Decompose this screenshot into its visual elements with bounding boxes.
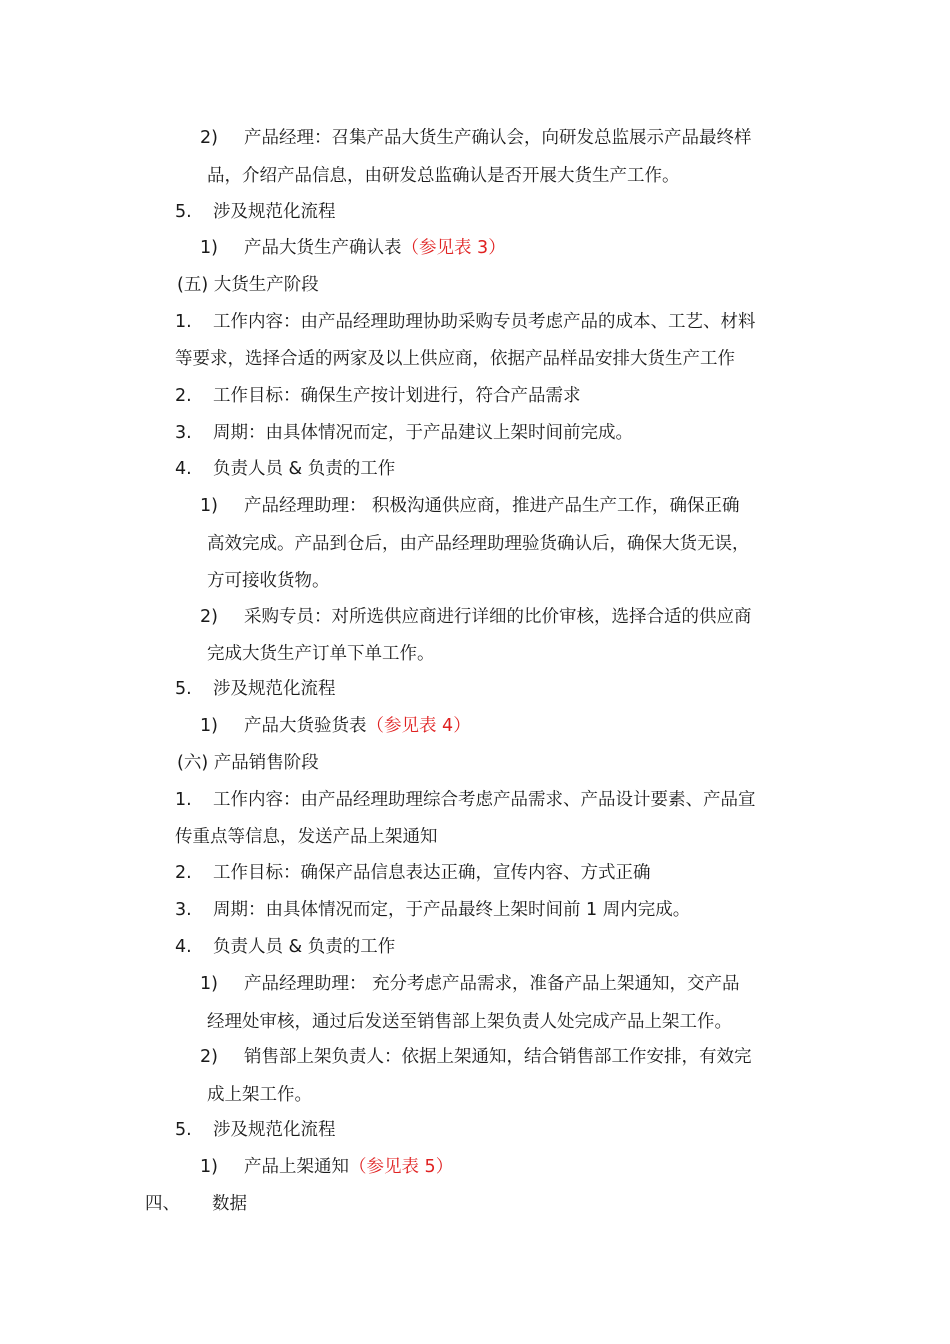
- item-number: 2): [200, 607, 218, 627]
- list-item: [200, 1155, 454, 1179]
- list-item: [175, 384, 581, 408]
- list-item: [200, 126, 752, 150]
- item-number: 2.: [175, 386, 192, 406]
- paragraph-line: 传重点等信息，发送产品上架通知: [175, 827, 438, 847]
- item-number: 5.: [175, 1120, 192, 1140]
- list-item: [175, 200, 336, 224]
- item-text: 产品上架通知: [244, 1157, 349, 1177]
- item-text: 负责人员 & 负责的工作: [213, 459, 396, 479]
- item-number: 1.: [175, 312, 192, 332]
- item-text: 涉及规范化流程: [213, 1120, 336, 1140]
- list-item: [200, 494, 740, 518]
- item-text: 工作内容：由产品经理助理综合考虑产品需求、产品设计要素、产品宣: [213, 790, 756, 810]
- item-text: 工作目标：确保生产按计划进行，符合产品需求: [213, 386, 581, 406]
- item-number: 2): [200, 1047, 218, 1067]
- section-heading: (六) 产品销售阶段: [177, 753, 319, 773]
- list-item: [175, 898, 691, 922]
- paragraph-line: 成上架工作。: [207, 1085, 312, 1105]
- item-number: 4.: [175, 459, 192, 479]
- item-text: 产品经理：召集产品大货生产确认会，向研发总监展示产品最终样: [244, 128, 752, 148]
- list-item: [175, 677, 336, 701]
- item-number: 2): [200, 128, 218, 148]
- item-number: 1): [200, 1157, 218, 1177]
- item-text: 产品大货生产确认表: [244, 238, 402, 258]
- list-item: [200, 1045, 752, 1069]
- list-item: [175, 1118, 336, 1142]
- list-item: [175, 861, 651, 885]
- item-number: 1): [200, 238, 218, 258]
- item-text: 产品经理助理： 充分考虑产品需求，准备产品上架通知，交产品: [244, 974, 740, 994]
- item-text: 工作目标：确保产品信息表达正确，宣传内容、方式正确: [213, 863, 651, 883]
- item-number: 1): [200, 716, 218, 736]
- item-text: 周期：由具体情况而定，于产品建议上架时间前完成。: [213, 423, 633, 443]
- list-item: [175, 310, 756, 334]
- list-item: [200, 972, 740, 996]
- paragraph-line: 完成大货生产订单下单工作。: [207, 644, 435, 664]
- item-text: 销售部上架负责人：依据上架通知，结合销售部工作安排，有效完: [244, 1047, 752, 1067]
- item-number: 3.: [175, 423, 192, 443]
- item-text: 工作内容：由产品经理助理协助采购专员考虑产品的成本、工艺、材料: [213, 312, 756, 332]
- item-number: 1.: [175, 790, 192, 810]
- item-number: 5.: [175, 202, 192, 222]
- list-item: [200, 605, 752, 629]
- item-number: 2.: [175, 863, 192, 883]
- reference-note: （参见表 4）: [366, 716, 471, 736]
- reference-note: （参见表 5）: [349, 1157, 454, 1177]
- item-text: 产品大货验货表: [244, 716, 367, 736]
- item-text: 周期：由具体情况而定，于产品最终上架时间前 1 周内完成。: [213, 900, 691, 920]
- list-item: [175, 457, 396, 481]
- item-text: 涉及规范化流程: [213, 679, 336, 699]
- item-number: 5.: [175, 679, 192, 699]
- list-item: [200, 236, 506, 260]
- paragraph-line: 等要求，选择合适的两家及以上供应商，依据产品样品安排大货生产工作: [175, 349, 735, 369]
- list-item: [175, 935, 396, 959]
- item-text: 采购专员：对所选供应商进行详细的比价审核，选择合适的供应商: [244, 607, 752, 627]
- chapter-number: 四、: [145, 1194, 180, 1214]
- reference-note: （参见表 3）: [401, 238, 506, 258]
- list-item: [200, 714, 471, 738]
- chapter-heading: [145, 1192, 247, 1216]
- paragraph-line: 高效完成。产品到仓后，由产品经理助理验货确认后，确保大货无误，: [207, 534, 750, 554]
- item-text: 涉及规范化流程: [213, 202, 336, 222]
- section-heading: (五) 大货生产阶段: [177, 275, 319, 295]
- list-item: [175, 788, 756, 812]
- item-number: 1): [200, 974, 218, 994]
- paragraph-line: 方可接收货物。: [207, 571, 330, 591]
- item-number: 1): [200, 496, 218, 516]
- item-text: 产品经理助理： 积极沟通供应商，推进产品生产工作，确保正确: [244, 496, 740, 516]
- paragraph-line: 品，介绍产品信息，由研发总监确认是否开展大货生产工作。: [207, 166, 680, 186]
- chapter-title: 数据: [212, 1194, 247, 1214]
- paragraph-line: 经理处审核，通过后发送至销售部上架负责人处完成产品上架工作。: [207, 1012, 732, 1032]
- item-number: 4.: [175, 937, 192, 957]
- item-number: 3.: [175, 900, 192, 920]
- item-text: 负责人员 & 负责的工作: [213, 937, 396, 957]
- list-item: [175, 421, 633, 445]
